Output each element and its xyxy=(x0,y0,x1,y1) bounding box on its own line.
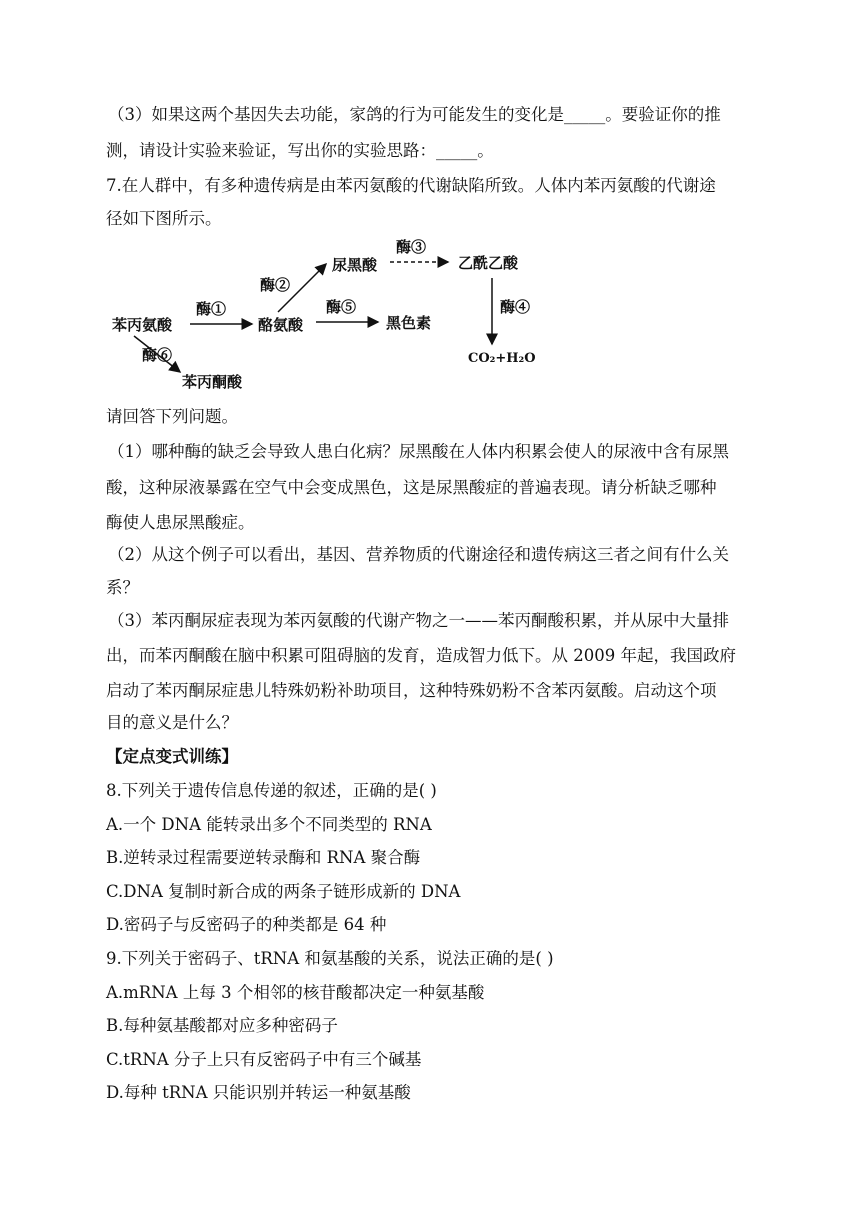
q7-part3-line2: 出，而苯丙酮酸在脑中积累可阻碍脑的发育，造成智力低下。从 2009 年起，我国政府 xyxy=(106,646,736,665)
metabolic-pathway-diagram xyxy=(100,232,560,394)
node-acetoacetic-acid: 乙酰乙酸 xyxy=(458,254,519,272)
node-melanin: 黑色素 xyxy=(386,314,432,332)
q7-part2-line2: 系？ xyxy=(106,578,139,597)
q8-stem: 8.下列关于遗传信息传递的叙述，正确的是( ) xyxy=(106,781,437,800)
q8-option-d: D.密码子与反密码子的种类都是 64 种 xyxy=(106,915,387,934)
q9-stem: 9.下列关于密码子、tRNA 和氨基酸的关系，说法正确的是( ) xyxy=(106,949,554,968)
q7-part1-line2: 酸，这种尿液暴露在空气中会变成黑色，这是尿黑酸症的普遍表现。请分析缺乏哪种 xyxy=(106,478,717,497)
label-enzyme2: 酶② xyxy=(260,276,291,294)
section-heading: 【定点变式训练】 xyxy=(106,747,238,766)
q9-option-b: B.每种氨基酸都对应多种密码子 xyxy=(106,1016,338,1035)
arrow-enzyme6 xyxy=(134,336,180,372)
node-phenylpyruvic-acid: 苯丙酮酸 xyxy=(182,373,243,391)
q9-option-d: D.每种 tRNA 只能识别并转运一种氨基酸 xyxy=(106,1083,411,1102)
q9-option-c: C.tRNA 分子上只有反密码子中有三个碱基 xyxy=(106,1050,422,1069)
node-co2-h2o: CO₂+H₂O xyxy=(468,351,536,366)
q7-part3-line3: 启动了苯丙酮尿症患儿特殊奶粉补助项目，这种特殊奶粉不含苯丙氨酸。启动这个项 xyxy=(106,681,717,700)
q7-stem-line2: 径如下图所示。 xyxy=(106,209,222,228)
label-enzyme6: 酶⑥ xyxy=(142,346,173,364)
q7-part1-line1: （1）哪种酶的缺乏会导致人患白化病？尿黑酸在人体内积累会使人的尿液中含有尿黑 xyxy=(108,442,729,461)
label-enzyme4: 酶④ xyxy=(500,298,531,316)
q6-part3-line1: （3）如果这两个基因失去功能，家鸽的行为可能发生的变化是_____。要验证你的推 xyxy=(108,105,721,124)
label-enzyme1: 酶① xyxy=(196,300,227,318)
q8-option-a: A.一个 DNA 能转录出多个不同类型的 RNA xyxy=(106,815,432,834)
label-enzyme5: 酶⑤ xyxy=(326,298,357,316)
q7-part1-line3: 酶使人患尿黑酸症。 xyxy=(106,513,255,532)
node-phenylalanine: 苯丙氨酸 xyxy=(112,316,173,334)
q9-option-a: A.mRNA 上每 3 个相邻的核苷酸都决定一种氨基酸 xyxy=(106,983,485,1002)
node-homogentisic-acid: 尿黑酸 xyxy=(332,256,378,274)
q7-prompt: 请回答下列问题。 xyxy=(106,407,238,426)
q6-part3-line2: 测，请设计实验来验证，写出你的实验思路：_____。 xyxy=(106,141,494,160)
q8-option-c: C.DNA 复制时新合成的两条子链形成新的 DNA xyxy=(106,882,461,901)
q7-part3-line4: 目的意义是什么？ xyxy=(106,713,238,732)
node-tyrosine: 酪氨酸 xyxy=(258,316,304,334)
q7-part3-line1: （3）苯丙酮尿症表现为苯丙氨酸的代谢产物之一——苯丙酮酸积累，并从尿中大量排 xyxy=(108,611,729,630)
q7-part2-line1: （2）从这个例子可以看出，基因、营养物质的代谢途径和遗传病这三者之间有什么关 xyxy=(108,545,729,564)
q7-stem-line1: 7.在人群中，有多种遗传病是由苯丙氨酸的代谢缺陷所致。人体内苯丙氨酸的代谢途 xyxy=(106,176,716,195)
q8-option-b: B.逆转录过程需要逆转录酶和 RNA 聚合酶 xyxy=(106,848,421,867)
label-enzyme3: 酶③ xyxy=(396,238,427,256)
